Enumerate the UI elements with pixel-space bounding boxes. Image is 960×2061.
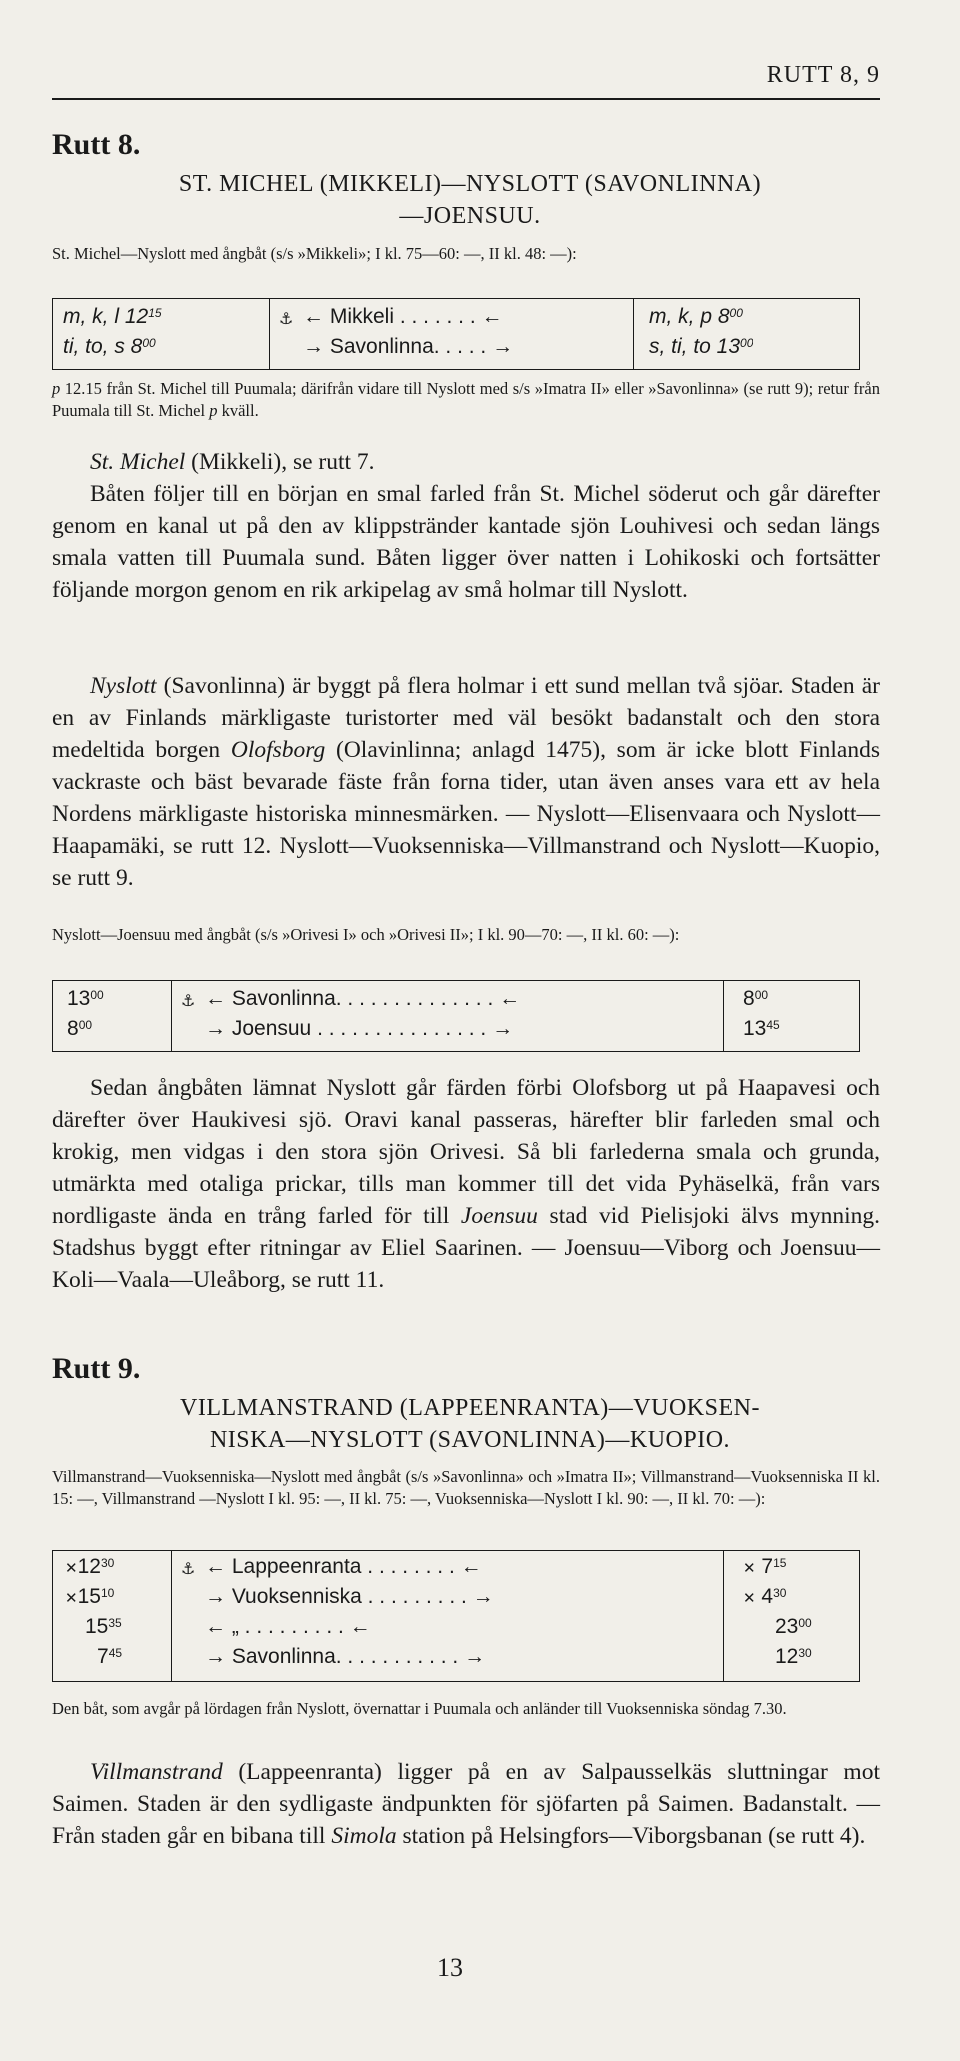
rutt-9-note: Den båt, som avgår på lördagen från Nyslott, övernattar i Puumala och anländer till Vuoksenniska söndag 7.30. — [52, 1699, 787, 1718]
timetable-row-2-stop: → Vuoksenniska . . . . . . . . . → — [205, 1585, 494, 1608]
departure-time: $13^{00}$ — [67, 987, 104, 1010]
rutt-8-paragraph-1: Båten följer till en början en smal farled från St. Michel söderut och går därefter genom en kanal ut på den av klippstränder kantade sjön Louhivesi och sedan längs smala vatten till Puumala sund. Båten ligger över natten i Lohikoski och fortsätter följande morgon genom en rik arkipelag av små holmar till Nyslott. — [52, 481, 880, 603]
timetable-row-2-left: $✕15^{10}$ — [65, 1585, 115, 1608]
page-number: 13 — [437, 1953, 463, 1982]
weekday-icon: ✕ — [743, 1559, 756, 1577]
rutt-8-timetable — [52, 298, 860, 370]
timetable-row-4-stop: → Savonlinna. . . . . . . . . . . → — [205, 1645, 486, 1668]
timetable-row-1-stop: ← Lappeenranta . . . . . . . . ← — [205, 1555, 482, 1578]
rutt-8-service-info-2: Nyslott—Joensuu med ångbåt (s/s »Orivesi I» och »Orivesi II»; I kl. 90—70: —, II kl. 60: —): — [52, 925, 680, 944]
timetable-divider — [723, 1551, 724, 1681]
stop-savonlinna: → Savonlinna. . . . . → — [303, 335, 514, 358]
rutt-9-service-info: Villmanstrand—Vuoksenniska—Nyslott med ångbåt (s/s »Savonlinna» och »Imatra II»; Villmanstrand—Vuoksenniska II kl. 15: —, Villmanstrand —Nyslott I kl. 95: —, II kl. 75: —, Vuoksenniska—Nyslott I kl. 90: —, II kl. 70: —): — [52, 1467, 880, 1508]
rutt-9-timetable — [52, 1550, 860, 1682]
rutt-8-note: p 12.15 från St. Michel till Puumala; därifrån vidare till Nyslott med s/s »Imatra II» eller »Savonlinna» (se rutt 9); retur från Puumala till St. Michel p kväll. — [52, 379, 880, 420]
anchor-icon: ⚓ — [181, 1559, 196, 1578]
st-michel-reference: St. Michel (Mikkeli), se rutt 7. — [90, 449, 375, 475]
timetable-divider — [269, 299, 270, 369]
arrival-times: ti, to, s $8^{00}$ — [63, 335, 156, 358]
running-head: RUTT 8, 9 — [766, 62, 880, 88]
stop-savonlinna: ← Savonlinna. . . . . . . . . . . . . . ← — [205, 987, 521, 1010]
weekday-icon: ✕ — [743, 1589, 756, 1607]
stop-mikkeli: ← Mikkeli . . . . . . . ← — [303, 305, 503, 328]
return-departure-times: m, k, p $8^{00}$ — [649, 305, 743, 328]
rutt-8-paragraph-3: Sedan ångbåten lämnat Nyslott går färden förbi Olofsborg ut på Haapavesi och därefter över Haukivesi sjö. Oravi kanal passeras, härefter blir farleden smal och krokig, men vidgas i den stora sjön Orivesi. Så bli farlederna smala och grunda, utmärkta med otaliga prickar, tills man kommer till det vida Pyhäselkä, från vars nordligaste ända en trång farled för till Joensuu stad vid Pielisjoki älvs mynning. Stadshus byggt efter ritningar av Eliel Saarinen. — Joensuu—Viborg och Joensuu—Koli—Vaala—Uleåborg, se rutt 11. — [52, 1075, 880, 1293]
rutt-9-title-line-2: NISKA—NYSLOTT (SAVONLINNA)—KUOPIO. — [209, 1427, 731, 1453]
rutt-8-heading: Rutt 8. — [52, 128, 141, 161]
timetable-divider — [171, 981, 172, 1051]
return-arrival-time: $13^{45}$ — [743, 1017, 780, 1040]
rutt-8-service-info: St. Michel—Nyslott med ångbåt (s/s »Mikkeli»; I kl. 75—60: —, II kl. 48: —): — [52, 244, 577, 263]
timetable-row-3-right: $23^{00}$ — [775, 1615, 812, 1638]
rutt-8-paragraph-2: Nyslott (Savonlinna) är byggt på flera holmar i ett sund mellan två sjöar. Staden är en av Finlands märkligaste turistorter med väl besökt badanstalt och den stora medeltida borgen Olofsborg (Olavinlinna; anlagd 1475), som är icke blott Finlands vackraste och bäst bevarade fäste från forna tider, utan även anses vara ett av hela Nordens märkligaste historiska minnesmärken. — Nyslott—Elisenvaara och Nyslott—Haapamäki, se rutt 12. Nyslott—Vuoksenniska—Villmanstrand och Nyslott—Kuopio, se rutt 9. — [52, 673, 880, 891]
timetable-row-1-left: $✕12^{30}$ — [65, 1555, 115, 1578]
timetable-row-4-right: $12^{30}$ — [775, 1645, 812, 1668]
timetable-divider — [171, 1551, 172, 1681]
return-arrival-times: s, ti, to $13^{00}$ — [649, 335, 754, 358]
timetable-row-3-stop: ← „ . . . . . . . . . ← — [205, 1615, 371, 1638]
stop-joensuu: → Joensuu . . . . . . . . . . . . . . . → — [205, 1017, 514, 1040]
timetable-divider — [633, 299, 634, 369]
timetable-row-2-right: ✕ $4^{30}$ — [743, 1585, 787, 1608]
return-departure-time: $8^{00}$ — [743, 987, 769, 1010]
header-rule — [52, 98, 880, 100]
rutt-9-paragraph: Villmanstrand (Lappeenranta) ligger på en av Salpausselkäs sluttningar mot Saimen. Staden är den sydligaste ändpunkten för sjöfarten på Saimen. Badanstalt. — Från staden går en bibana till Simola station på Helsingfors—Viborgsbanan (se rutt 4). — [52, 1759, 880, 1849]
arrival-time: $8^{00}$ — [67, 1017, 93, 1040]
timetable-divider — [723, 981, 724, 1051]
timetable-row-4-left: $7^{45}$ — [97, 1645, 123, 1668]
rutt-8-title-line-2: —JOENSUU. — [399, 203, 541, 229]
timetable-row-1-right: ✕ $7^{15}$ — [743, 1555, 787, 1578]
rutt-8-timetable-2 — [52, 980, 860, 1052]
rutt-8-title-line-1: ST. MICHEL (MIKKELI)—NYSLOTT (SAVONLINNA) — [178, 171, 762, 197]
timetable-row-3-left: $15^{35}$ — [85, 1615, 122, 1638]
rutt-9-heading: Rutt 9. — [52, 1352, 141, 1385]
departure-times: m, k, l $12^{15}$ — [63, 305, 162, 328]
weekday-icon: ✕ — [65, 1589, 78, 1607]
anchor-icon: ⚓ — [279, 309, 294, 328]
anchor-icon: ⚓ — [181, 991, 196, 1010]
weekday-icon: ✕ — [65, 1559, 78, 1577]
rutt-9-title-line-1: VILLMANSTRAND (LAPPEENRANTA)—VUOKSEN- — [180, 1395, 760, 1421]
